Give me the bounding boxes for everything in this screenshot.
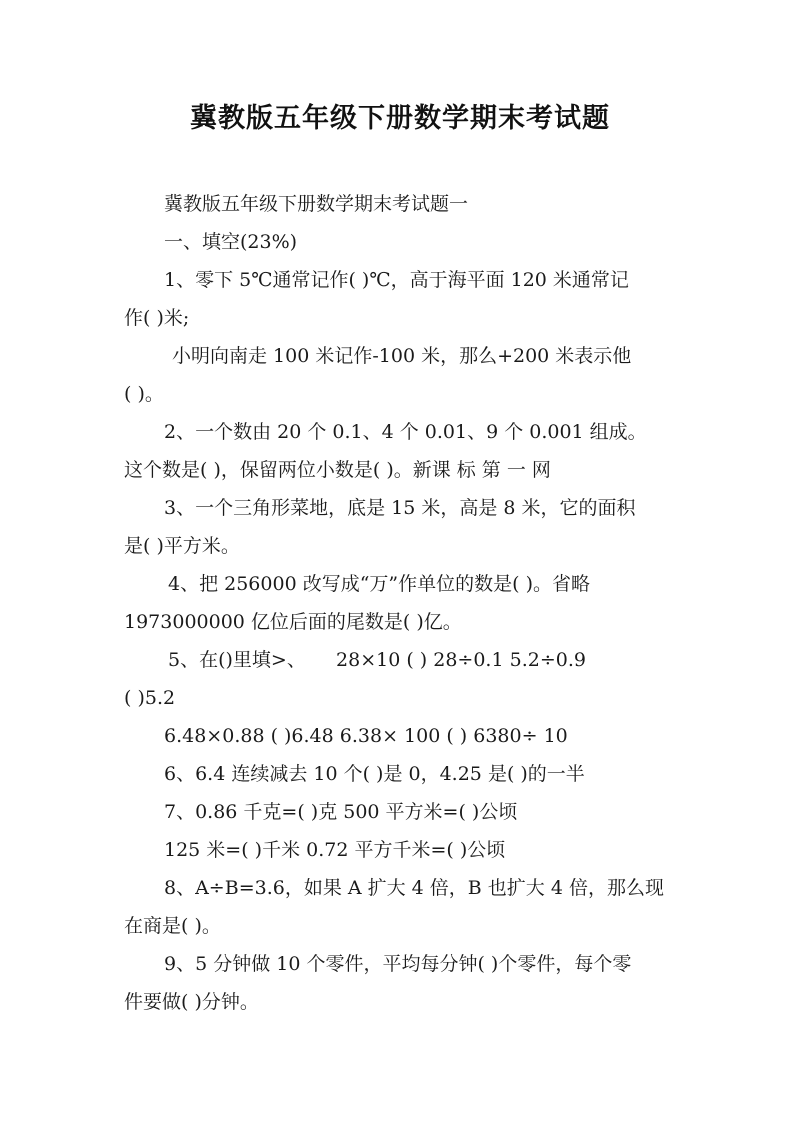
question-9-line-2: 件要做( )分钟。: [124, 991, 259, 1013]
question-4-line-2: 1973000000 亿位后面的尾数是( )亿。: [124, 611, 462, 633]
question-9-line-1: 9、5 分钟做 10 个零件，平均每分钟( )个零件，每个零: [164, 953, 632, 975]
question-3-line-2: 是( )平方米。: [124, 535, 240, 557]
subtitle-line: 冀教版五年级下册数学期末考试题一: [164, 193, 469, 215]
document-title: 冀教版五年级下册数学期末考试题: [190, 103, 610, 134]
question-8-line-1: 8、A÷B=3.6，如果 A 扩大 4 倍，B 也扩大 4 倍，那么现: [164, 877, 664, 899]
question-7-line-1: 7、0.86 千克=( )克 500 平方米=( )公顷: [164, 801, 518, 823]
question-3-line-1: 3、一个三角形菜地，底是 15 米，高是 8 米，它的面积: [164, 497, 636, 519]
question-1-line-3: 小明向南走 100 米记作-100 米，那么+200 米表示他: [172, 345, 632, 367]
question-2-line-2: 这个数是( )，保留两位小数是( )。新课 标 第 一 网: [124, 459, 551, 481]
question-5-line-1: 5、在()里填>、 28×10 ( ) 28÷0.1 5.2÷0.9: [168, 649, 586, 671]
question-4-line-1: 4、把 256000 改写成“万”作单位的数是( )。省略: [168, 573, 590, 595]
section-heading: 一、填空(23%): [164, 231, 298, 253]
question-1-line-2: 作( )米;: [124, 307, 190, 329]
question-5-line-2: ( )5.2: [124, 687, 176, 709]
question-1-line-1: 1、零下 5℃通常记作( )℃，高于海平面 120 米通常记: [164, 269, 629, 291]
question-2-line-1: 2、一个数由 20 个 0.1、4 个 0.01、9 个 0.001 组成。: [164, 421, 647, 443]
question-7-line-2: 125 米=( )千米 0.72 平方千米=( )公顷: [164, 839, 506, 861]
question-6: 6、6.4 连续减去 10 个( )是 0，4.25 是( )的一半: [164, 763, 585, 785]
question-8-line-2: 在商是( )。: [124, 915, 221, 937]
question-1-line-4: ( )。: [124, 383, 164, 405]
question-5-line-3: 6.48×0.88 ( )6.48 6.38× 100 ( ) 6380÷ 10: [164, 725, 568, 747]
